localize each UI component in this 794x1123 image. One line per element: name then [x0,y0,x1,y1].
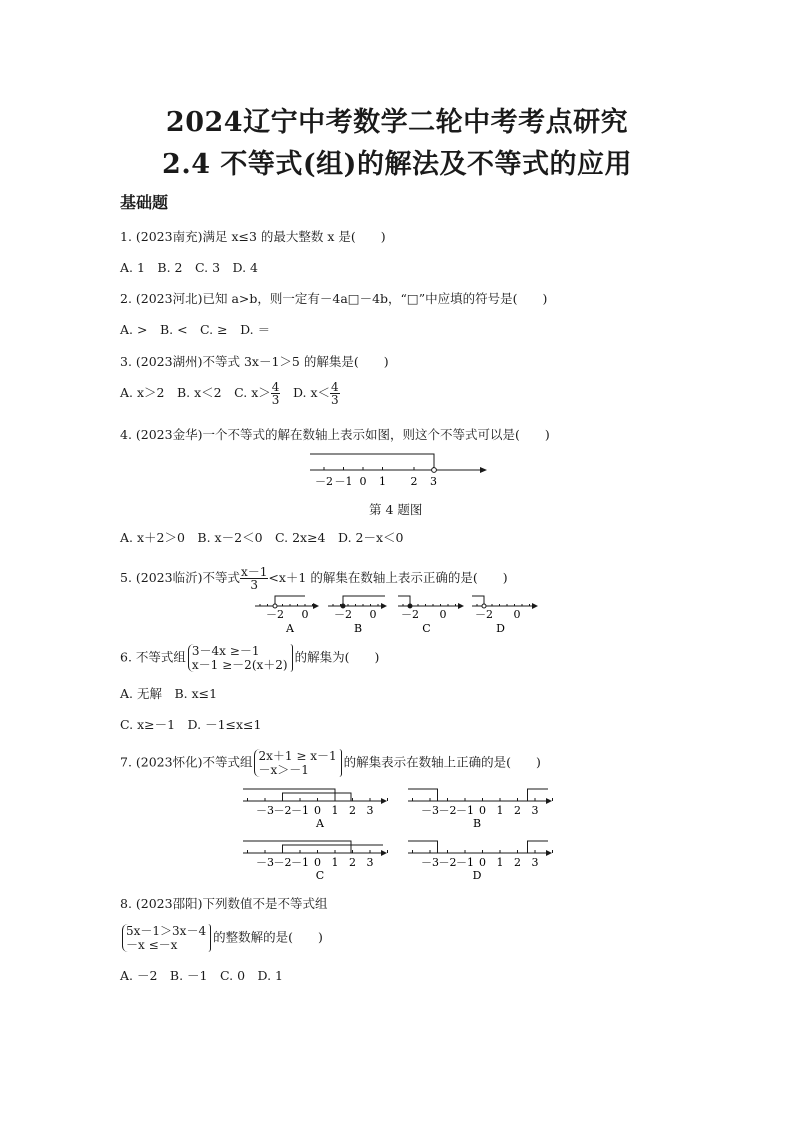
question-5-options-number-lines [250,590,545,638]
question-4-number-line [305,448,490,490]
question-8-stem: 8. (2023邵阳)下列数值不是不等式组 [120,896,328,911]
option-label: D [472,869,482,882]
axis-tick-label: －2 [334,608,352,621]
option-label: B [472,817,482,830]
option-number-line-C [243,841,388,882]
axis-tick-label: －3 [256,856,274,869]
axis-tick-label: 0 [314,856,321,869]
axis-tick-label: －1 [456,856,474,869]
fraction: $\frac{4}{3}$ [271,380,280,407]
axis-tick-label: 1 [496,856,504,869]
axis-tick-label: 1 [331,804,339,817]
axis-tick-label: －2 [438,804,457,817]
axis-tick-label: 0 [479,856,486,869]
option-label: A [316,817,324,830]
axis-tick-label: －1 [291,856,309,869]
axis-tick-label: －2 [266,608,284,621]
inequality-system: 2x＋1 ≥ x－1 －x＞－1 [254,749,336,777]
axis-tick-label: 3 [531,804,539,817]
inequality-system: 5x－1＞3x－4 －x ≤－x [122,924,206,952]
axis-tick-label: －1 [291,804,309,817]
axis-tick-label: －2 [273,804,292,817]
question-4-options: A. x＋2＞0 B. x－2＜0 C. 2x≥4 D. 2－x＜0 [120,530,404,545]
document-title-line2: 2.4 不等式(组)的解法及不等式的应用 [162,149,632,180]
axis-tick-label: －1 [334,475,353,488]
axis-tick-label: 0 [301,608,309,621]
question-6-options-row2: C. x≥－1 D. －1≤x≤1 [120,717,262,732]
axis-tick-label: 3 [531,856,539,869]
option-label: C [315,869,325,882]
question-6-options-row1: A. 无解 B. x≤1 [120,686,218,701]
axis-tick-label: －2 [273,856,292,869]
axis-tick-label: 1 [496,804,504,817]
option-label: C [422,622,431,635]
document-title-line1: 2024辽宁中考数学二轮中考考点研究 [165,107,629,138]
option-number-line-A [255,596,319,635]
question-8-options: A. －2 B. －1 C. 0 D. 1 [120,968,284,983]
question-6-stem: 6. 不等式组 3－4x ≥－1 x－1 ≥－2(x＋2) 的解集为( ) [120,644,380,672]
axis-tick-label: 2 [349,804,356,817]
axis-tick-label: 0 [439,608,447,621]
axis-tick-label: 3 [366,856,374,869]
axis-tick-label: －2 [315,475,333,488]
option-number-line-B [408,789,553,830]
option-number-line-A [243,789,388,830]
question-1-stem: 1. (2023南充)满足 x≤3 的最大整数 x 是( ) [120,229,386,244]
question-4-stem: 4. (2023金华)一个不等式的解在数轴上表示如图，则这个不等式可以是( ) [120,427,550,442]
axis-tick-label: －1 [456,804,474,817]
axis-tick-label: －2 [401,608,419,621]
question-3-stem: 3. (2023湖州)不等式 3x－1＞5 的解集是( ) [120,354,389,369]
axis-tick-label: 2 [514,804,521,817]
question-7-stem: 7. (2023怀化)不等式组 2x＋1 ≥ x－1 －x＞－1 的解集表示在数轴上正确的是( ) [120,749,541,777]
option-number-line-D [472,596,538,635]
question-1-options: A. 1 B. 2 C. 3 D. 4 [120,260,259,275]
question-2-stem: 2. (2023河北)已知 a>b，则一定有－4a□－4b，“□”中应填的符号是( ) [120,291,548,306]
option-number-line-C [398,596,464,635]
option-label: B [353,622,363,635]
axis-tick-label: 0 [369,608,377,621]
axis-tick-label: 0 [359,475,367,488]
axis-tick-label: 2 [410,475,418,488]
axis-tick-label: 1 [379,475,386,488]
option-label: A [286,622,294,635]
option-label: D [496,622,505,635]
option-number-line-B [328,596,387,635]
axis-tick-label: 2 [514,856,521,869]
axis-tick-label: 3 [430,475,437,488]
axis-tick-label: 2 [349,856,356,869]
axis-tick-label: －3 [421,804,439,817]
axis-tick-label: －3 [256,804,274,817]
question-7-options-number-lines [240,783,555,883]
axis-tick-label: －3 [421,856,439,869]
option-number-line-D [408,841,553,882]
axis-tick-label: 3 [366,804,374,817]
section-heading: 基础题 [120,193,169,212]
inequality-system: 3－4x ≥－1 x－1 ≥－2(x＋2) [188,644,288,672]
fraction: $\frac{4}{3}$ [331,380,339,407]
axis-tick-label: 0 [479,804,486,817]
axis-tick-label: 1 [331,856,339,869]
axis-tick-label: －2 [438,856,457,869]
question-5-stem: 5. (2023临沂)不等式 $\frac{x-1}{3}$ <x＋1 的解集在数轴上表示正确的是( ) [120,565,508,592]
question-3-options: A. x＞2 B. x＜2 C. x＞ $\frac{4}{3}$ D. x＜ $\frac{4}{3}$ [120,380,339,407]
figure-caption: 第 4 题图 [369,502,423,517]
question-8-system: 5x－1＞3x－4 －x ≤－x 的整数解的是( ) [120,924,323,952]
axis-tick-label: 0 [513,608,521,621]
fraction: $\frac{x-1}{3}$ [240,565,268,592]
axis-tick-label: 0 [314,804,321,817]
axis-tick-label: －2 [475,608,493,621]
question-2-options: A. > B. < C. ≥ D. ＝ [120,322,271,337]
